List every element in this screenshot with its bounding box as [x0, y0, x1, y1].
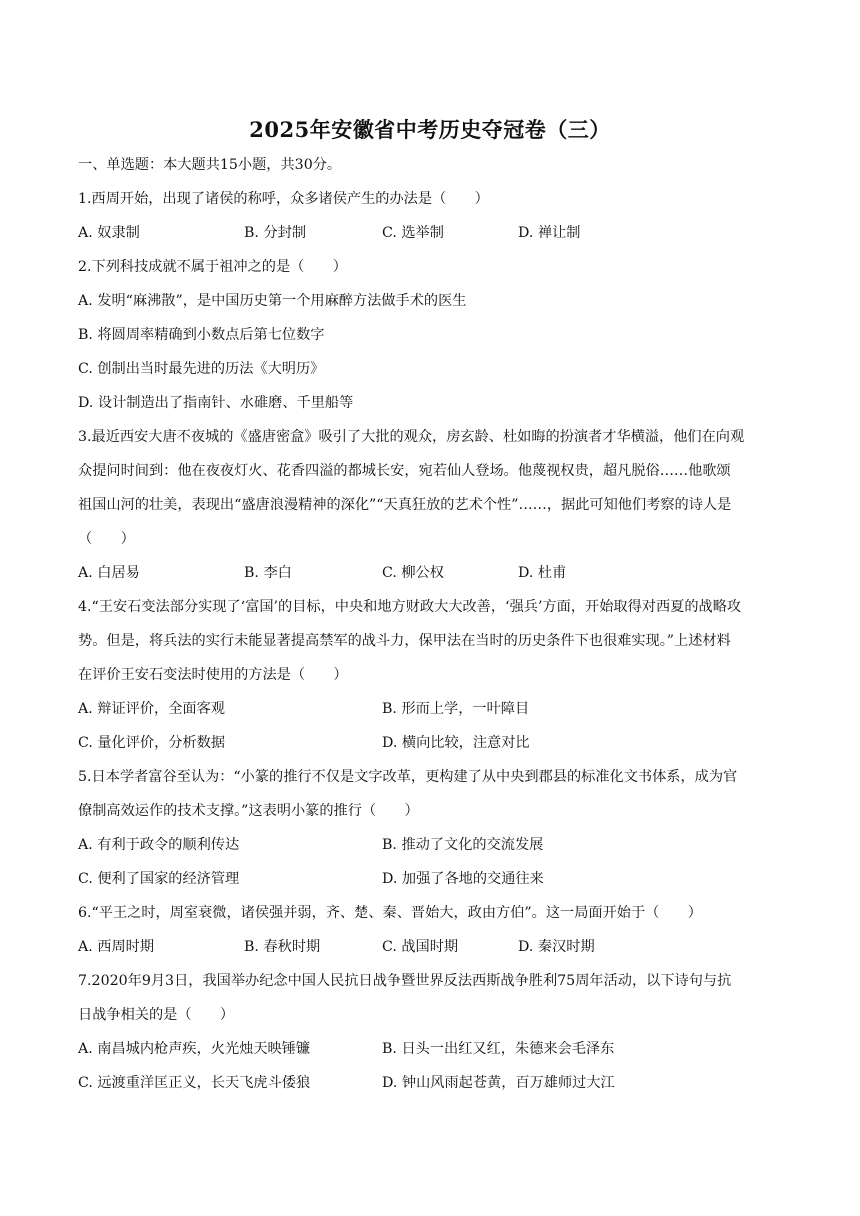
question-3-stem-line-2: 众提问时间到：他在夜夜灯火、花香四溢的都城长安，宛若仙人登场。他蔑视权贵，超凡脱俗……他歌颂: [78, 463, 731, 479]
question-5-option-a: A. 有利于政令的顺利传达: [78, 837, 240, 853]
question-2-option-b: B. 将圆周率精确到小数点后第七位数字: [78, 327, 325, 343]
section-heading: 一、单选题：本大题共15小题，共30分。: [78, 157, 342, 173]
question-4-stem-line-1: 4.“王安石变法部分实现了‘富国’的目标，中央和地方财政大大改善，‘强兵’方面，开始取得对西夏的战略攻: [78, 599, 742, 615]
question-7-option-d: D. 钟山风雨起苍黄，百万雄师过大江: [382, 1075, 615, 1091]
question-3-option-d: D. 杜甫: [518, 565, 567, 581]
question-7-stem-line-1: 7.2020年9月3日，我国举办纪念中国人民抗日战争暨世界反法西斯战争胜利75周年活动，以下诗句与抗: [78, 973, 732, 989]
question-1-option-b: B. 分封制: [244, 225, 307, 241]
question-2-option-d: D. 设计制造出了指南针、水碓磨、千里船等: [78, 395, 354, 411]
question-7-option-a: A. 南昌城内枪声疾，火光烛天映锤镰: [78, 1041, 311, 1057]
question-4-option-d: D. 横向比较，注意对比: [382, 735, 530, 751]
question-5-stem-line-1: 5.日本学者富谷至认为：“小篆的推行不仅是文字改革，更构建了从中央到郡县的标准化文书体系，成为官: [78, 769, 738, 785]
question-6-option-b: B. 春秋时期: [244, 939, 321, 955]
question-7-stem-line-2: 日战争相关的是（ ）: [78, 1007, 235, 1023]
question-4-option-b: B. 形而上学，一叶障目: [382, 701, 530, 717]
question-1-stem: 1.西周开始，出现了诸侯的称呼，众多诸侯产生的办法是（ ）: [78, 191, 489, 207]
question-3-stem-line-4: （ ）: [78, 531, 135, 547]
question-3-option-a: A. 白居易: [78, 565, 140, 581]
question-6-stem: 6.“平王之时，周室衰微，诸侯强并弱，齐、楚、秦、晋始大，政由方伯”。这一局面开始于（ ）: [78, 905, 702, 921]
question-1-option-c: C. 选举制: [382, 225, 444, 241]
question-5-option-d: D. 加强了各地的交通往来: [382, 871, 544, 887]
question-5-option-c: C. 便利了国家的经济管理: [78, 871, 240, 887]
question-5-stem-line-2: 僚制高效运作的技术支撑。”这表明小篆的推行（ ）: [78, 803, 419, 819]
question-6-option-c: C. 战国时期: [382, 939, 459, 955]
question-6-option-d: D. 秦汉时期: [518, 939, 595, 955]
question-7-option-b: B. 日头一出红又红，朱德来会毛泽东: [382, 1041, 615, 1057]
question-2-option-c: C. 创制出当时最先进的历法《大明历》: [78, 361, 325, 377]
question-7-option-c: C. 远渡重洋匡正义，长天飞虎斗倭狼: [78, 1075, 311, 1091]
question-3-stem-line-1: 3.最近西安大唐不夜城的《盛唐密盒》吸引了大批的观众，房玄龄、杜如晦的扮演者才华横溢，他们在向观: [78, 429, 745, 445]
page-title: 2025年安徽省中考历史夺冠卷（三）: [249, 117, 611, 142]
question-4-option-a: A. 辩证评价，全面客观: [78, 701, 225, 717]
question-2-option-a: A. 发明“麻沸散”，是中国历史第一个用麻醉方法做手术的医生: [78, 293, 467, 309]
question-4-stem-line-3: 在评价王安石变法时使用的方法是（ ）: [78, 667, 348, 683]
question-5-option-b: B. 推动了文化的交流发展: [382, 837, 544, 853]
question-1-option-d: D. 禅让制: [518, 225, 581, 241]
question-1-option-a: A. 奴隶制: [78, 225, 140, 241]
question-4-option-c: C. 量化评价，分析数据: [78, 735, 226, 751]
question-3-option-c: C. 柳公权: [382, 565, 444, 581]
question-4-stem-line-2: 势。但是，将兵法的实行未能显著提高禁军的战斗力，保甲法在当时的历史条件下也很难实现。”上述材料: [78, 633, 731, 649]
question-6-option-a: A. 西周时期: [78, 939, 155, 955]
question-2-stem: 2.下列科技成就不属于祖冲之的是（ ）: [78, 259, 347, 275]
question-3-stem-line-3: 祖国山河的壮美，表现出“盛唐浪漫精神的深化”“天真狂放的艺术个性”……，据此可知他们考察的诗人是: [78, 497, 732, 513]
question-3-option-b: B. 李白: [244, 565, 292, 581]
